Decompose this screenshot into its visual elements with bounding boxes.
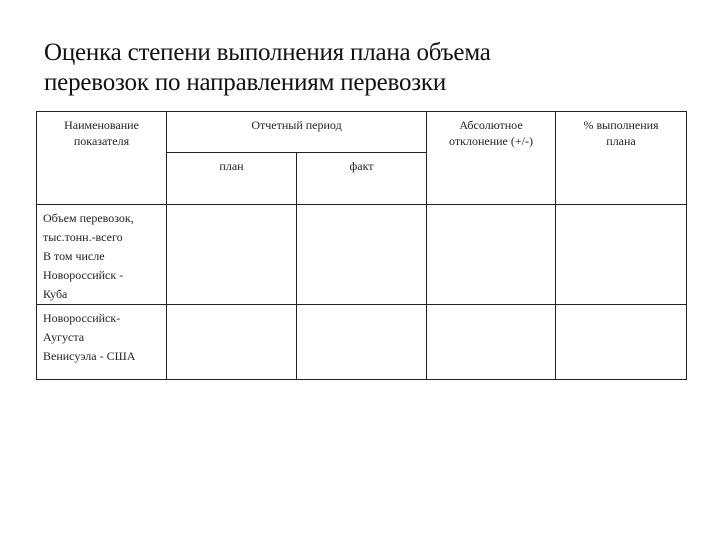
- header-percent-line-1: % выполнения: [583, 118, 659, 132]
- row-label-line: тыс.тонн.-всего: [43, 230, 123, 244]
- row-label: [37, 205, 167, 305]
- header-indicator: [37, 112, 167, 205]
- row-label-line: Объем перевозок,: [43, 211, 134, 225]
- cell-plan: [167, 305, 297, 380]
- slide-title: [44, 38, 491, 98]
- cell-deviation: [427, 305, 556, 380]
- header-plan: план: [167, 153, 297, 205]
- table-row: [37, 205, 687, 305]
- header-percent-line-2: плана: [606, 134, 636, 148]
- cell-fact: [297, 205, 427, 305]
- title-line-2: перевозок по направлениям перевозки: [44, 69, 447, 96]
- header-deviation-line-2: отклонение (+/-): [449, 134, 533, 148]
- cell-deviation: [427, 205, 556, 305]
- table-row: [37, 305, 687, 380]
- row-label: [37, 305, 167, 380]
- header-deviation-line-1: Абсолютное: [459, 118, 523, 132]
- cell-percent: [556, 305, 687, 380]
- row-label-line: Аугуста: [43, 330, 85, 344]
- title-line-1: Оценка степени выполнения плана объема: [44, 39, 491, 66]
- header-reporting-period: Отчетный период: [167, 112, 427, 153]
- row-label-line: Новороссийск-: [43, 311, 121, 325]
- row-label-line: Куба: [43, 287, 68, 301]
- cell-plan: [167, 205, 297, 305]
- plan-fulfillment-table: [36, 111, 687, 380]
- row-label-line: В том числе: [43, 249, 105, 263]
- header-absolute-deviation: [427, 112, 556, 205]
- cell-percent: [556, 205, 687, 305]
- cell-fact: [297, 305, 427, 380]
- header-percent-fulfillment: [556, 112, 687, 205]
- header-fact: факт: [297, 153, 427, 205]
- row-label-line: Венисуэла - США: [43, 349, 136, 363]
- row-label-line: Новороссийск -: [43, 268, 124, 282]
- header-indicator-line-2: показателя: [73, 134, 130, 148]
- header-indicator-line-1: Наименование: [64, 118, 139, 132]
